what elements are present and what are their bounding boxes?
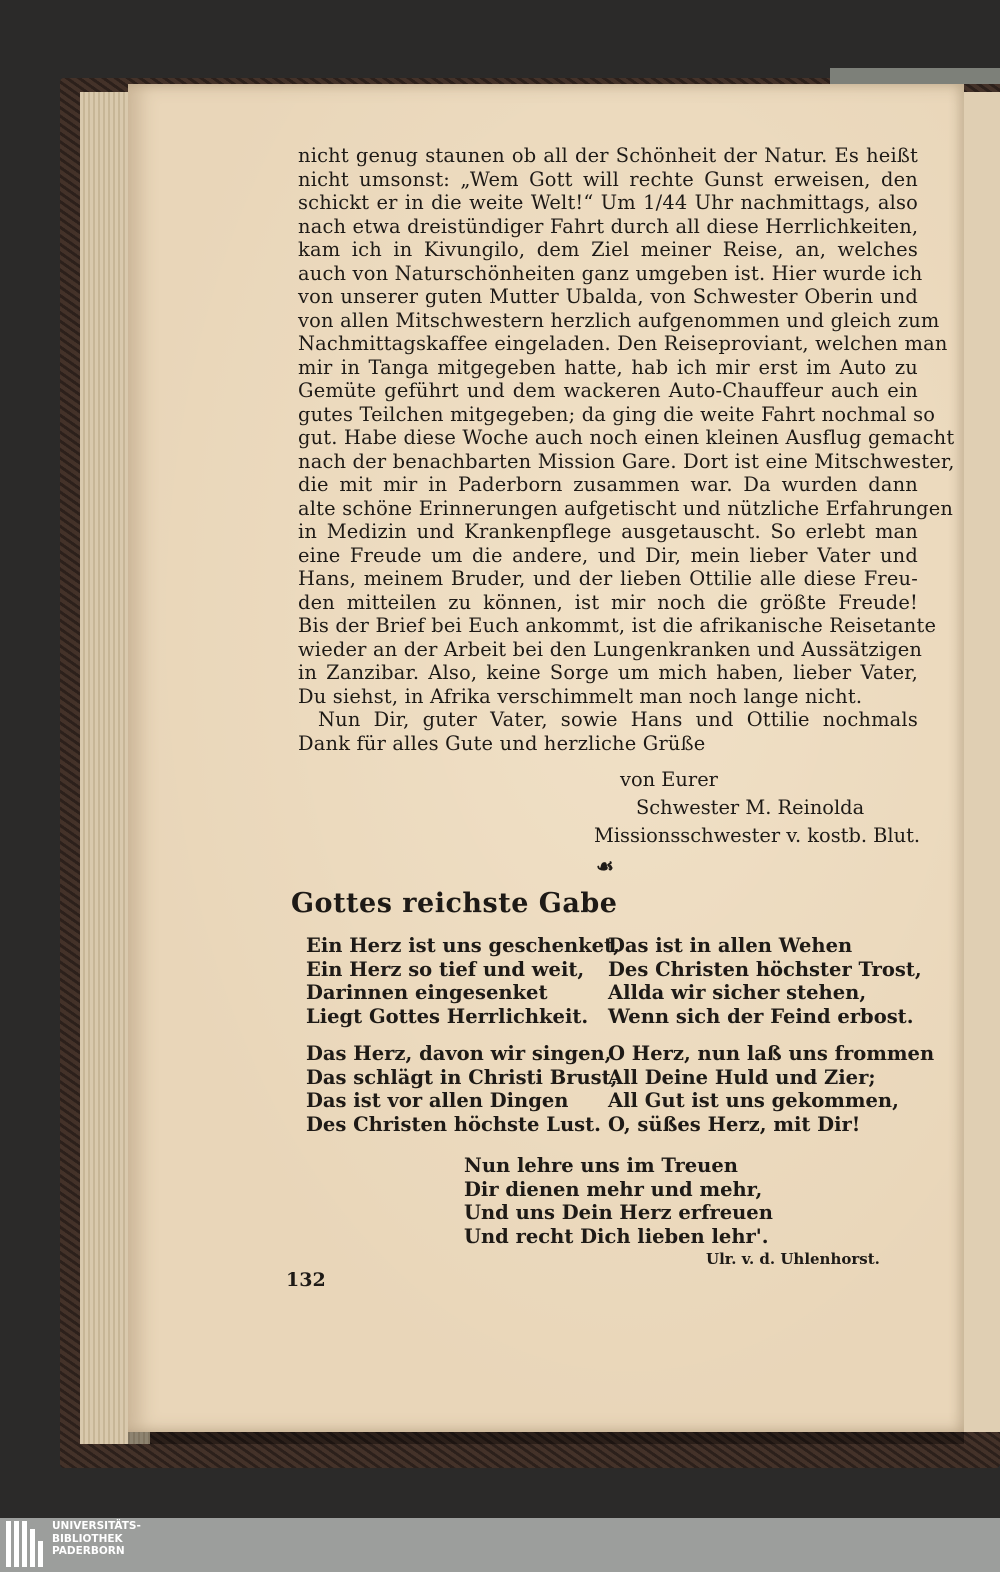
poem-line: Ein Herz ist uns geschenket, [306,934,620,957]
fleuron-ornament: ☙ [596,854,614,878]
letter-line: nicht umsonst: „Wem Gott will rechte Gunst erweisen, den [298,167,918,191]
letter-line: in Medizin und Krankenpflege ausgetauscht. So erlebt man [298,520,918,543]
poem-line: All Gut ist uns gekommen, [608,1089,899,1112]
poem-stanza-5 [464,1154,773,1248]
letter-line: gutes Teilchen mitgegeben; da ging die weite Fahrt nochmal so [298,402,936,426]
letter-signature: Schwester M. Reinolda [636,796,865,819]
poem-title: Gottes reichste Gabe [291,888,618,919]
letter-line: alte schöne Erinnerungen aufgetischt und nützliche Erfahrungen [298,496,954,520]
letter-text [298,144,955,755]
poem-line: Dir dienen mehr und mehr, [464,1177,763,1201]
letter-line: eine Freude um die andere, und Dir, mein lieber Vater und [298,543,918,567]
poem-line: Das schlägt in Christi Brust, [306,1065,618,1089]
letter-line: mir in Tanga mitgegeben hatte, hab ich mir erst im Auto zu [298,355,918,379]
letter-line: auch von Naturschönheiten ganz umgeben ist. Hier wurde ich [298,261,923,285]
letter-line: Nachmittagskaffee eingeladen. Den Reiseproviant, welchen man [298,332,948,355]
poem-line: Und recht Dich lieben lehr'. [464,1224,769,1248]
poem-line: Darinnen eingesenket [306,981,548,1004]
letter-line: Hans, meinem Bruder, und der lieben Ottilie alle diese Freu- [298,567,918,590]
letter-line: nicht genug staunen ob all der Schönheit der Natur. Es heißt [298,144,918,167]
letter-line: nach etwa dreistündiger Fahrt durch all diese Herrlichkeiten, [298,214,919,238]
poem-stanza-3 [306,1042,617,1136]
letter-line: Du siehst, in Afrika verschimmelt man noch lange nicht. [298,684,863,708]
library-logo-icon [6,1521,46,1567]
letter-sender-title: Missionsschwester v. kostb. Blut. [594,824,921,847]
library-footer-bar [0,1518,1000,1572]
poem-line: O Herz, nun laß uns frommen [608,1042,935,1065]
page-content [128,84,964,1432]
poem-stanza-1 [306,934,620,1028]
poem-line: Des Christen höchste Lust. [306,1112,601,1136]
page-number: 132 [286,1269,326,1291]
poem-stanza-2 [608,934,922,1028]
poem-line: Liegt Gottes Herrlichkeit. [306,1004,589,1028]
poem-line: Das ist in allen Wehen [608,934,853,957]
letter-line: die mit mir in Paderborn zusammen war. Da wurden dann [298,473,918,496]
page-shadow [128,1432,964,1444]
letter-closing: von Eurer [620,768,718,791]
poem-line: Ein Herz so tief und weit, [306,957,585,981]
letter-line: Gemüte geführt und dem wackeren Auto-Chauffeur auch ein [298,379,918,402]
letter-line: schickt er in die weite Welt!“ Um 1/44 Uhr nachmittags, also [298,191,918,214]
facing-page-edge [962,92,1000,1432]
library-name-line: UNIVERSITÄTS- [52,1520,141,1532]
letter-line: wieder an der Arbeit bei den Lungenkranken und Aussätzigen [298,637,923,661]
poem-line: Das ist vor allen Dingen [306,1089,569,1112]
letter-line: Dank für alles Gute und herzliche Grüße [298,731,706,755]
poem-stanza-4 [608,1042,934,1136]
letter-line: Bis der Brief bei Euch ankommt, ist die afrikanische Reisetante [298,614,937,637]
letter-line: von unserer guten Mutter Ubalda, von Schwester Oberin und [298,285,918,308]
letter-line: von allen Mitschwestern herzlich aufgenommen und gleich zum [298,308,940,332]
poem-line: Das Herz, davon wir singen, [306,1042,612,1065]
letter-line: gut. Habe diese Woche auch noch einen kleinen Ausflug gemacht [298,426,955,449]
library-name [52,1520,141,1558]
letter-line: Nun Dir, guter Vater, sowie Hans und Ottilie nochmals [318,708,918,731]
letter-line: kam ich in Kivungilo, dem Ziel meiner Reise, an, welches [298,238,918,261]
book-page [128,84,964,1432]
poem-author: Ulr. v. d. Uhlenhorst. [706,1250,880,1268]
library-name-line: PADERBORN [52,1545,125,1557]
letter-line: nach der benachbarten Mission Gare. Dort ist eine Mitschwester, [298,449,955,473]
poem-line: Und uns Dein Herz erfreuen [464,1201,773,1224]
cloth-binding-strip [830,68,1000,84]
library-name-line: BIBLIOTHEK [52,1532,123,1545]
poem-line: All Deine Huld und Zier; [608,1065,876,1089]
poem-line: Des Christen höchster Trost, [608,957,922,981]
poem-line: Wenn sich der Feind erbost. [608,1004,914,1028]
poem-line: Nun lehre uns im Treuen [464,1154,738,1177]
poem-line: O, süßes Herz, mit Dir! [608,1112,861,1136]
letter-line: den mitteilen zu können, ist mir noch die größte Freude! [298,590,918,614]
letter-line: in Zanzibar. Also, keine Sorge um mich haben, lieber Vater, [298,661,918,684]
poem-line: Allda wir sicher stehen, [608,981,867,1004]
